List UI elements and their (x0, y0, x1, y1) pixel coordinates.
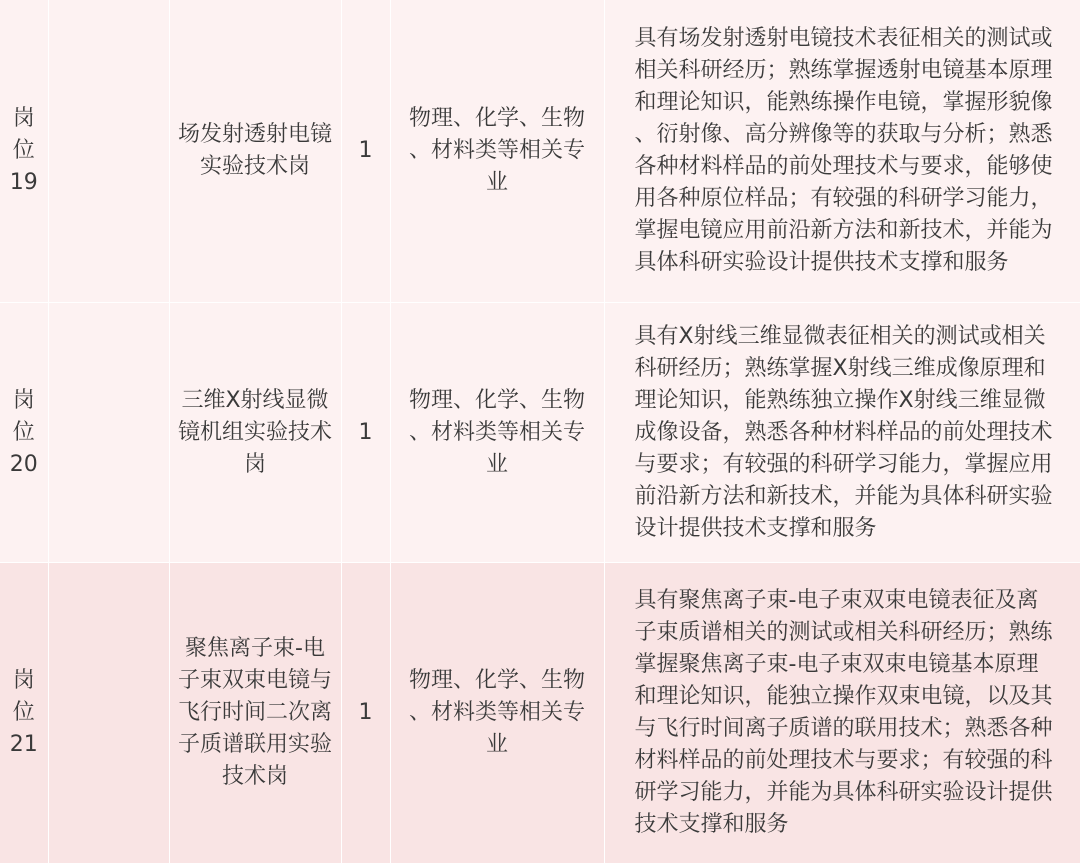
post-name: 聚焦离子束-电 子束双束电镜与 飞行时间二次离 子质谱联用实验 技术岗 (177, 636, 332, 789)
blank-cell (48, 0, 169, 303)
major-cell (390, 563, 604, 864)
post-number-cell (0, 303, 48, 563)
post-name: 三维X射线显微 镜机组实验技术 岗 (177, 387, 332, 477)
headcount-cell (341, 563, 390, 864)
major: 物理、化学、生物 、材料类等相关专 业 (408, 387, 585, 477)
major: 物理、化学、生物 、材料类等相关专 业 (408, 668, 585, 757)
post-name-cell (169, 303, 341, 563)
major-cell (390, 0, 604, 303)
headcount: 1 (358, 700, 373, 725)
post-number: 岗 位 20 (9, 387, 38, 477)
requirement-cell: 具有场发射透射电镜技术表征相关的测试或 相关科研经历；熟练掌握透射电镜基本原理 和理论知识，能熟练操作电镜，掌握形貌像 、衍射像、高分辨像等的获取与分析；熟悉 各种材料样品的前处理技术与要求，能够使 用各种原位样品；有较强的科研学习能力， 掌握电镜应用前沿新方法和新技术，并能为 具体科研实验设计提供技术支撑和服务 (604, 0, 1080, 303)
post-name: 场发射透射电镜 实验技术岗 (177, 122, 332, 179)
headcount-cell (341, 0, 390, 303)
headcount: 1 (358, 419, 373, 445)
post-name-cell (169, 563, 341, 864)
major: 物理、化学、生物 、材料类等相关专 业 (408, 106, 585, 195)
post-number-cell (0, 563, 48, 864)
table-row (0, 303, 1080, 563)
table-row (0, 0, 1080, 303)
requirement-cell: 具有X射线三维显微表征相关的测试或相关 科研经历；熟练掌握X射线三维成像原理和 理论知识，能熟练独立操作X射线三维显微 成像设备，熟悉各种材料样品的前处理技术 与要求；有较强的科研学习能力，掌握应用 前沿新方法和新技术，并能为具体科研实验 设计提供技术支撑和服务 (604, 303, 1080, 563)
requirement-cell: 具有聚焦离子束-电子束双束电镜表征及离 子束质谱相关的测试或相关科研经历；熟练 掌握聚焦离子束-电子束双束电镜基本原理 和理论知识，能独立操作双束电镜，以及其 与飞行时间离子质谱的联用技术；熟悉各种 材料样品的前处理技术与要求；有较强的科 研学习能力，并能为具体科研实验设计提供 技术支撑和服务 (604, 563, 1080, 864)
post-number: 岗 位 21 (9, 668, 38, 757)
major-cell (390, 303, 604, 563)
post-number: 岗 位 19 (9, 106, 38, 195)
table-row (0, 563, 1080, 864)
headcount: 1 (358, 138, 373, 163)
headcount-cell (341, 303, 390, 563)
post-name-cell (169, 0, 341, 303)
post-number-cell (0, 0, 48, 303)
blank-cell (48, 563, 169, 864)
blank-cell (48, 303, 169, 563)
